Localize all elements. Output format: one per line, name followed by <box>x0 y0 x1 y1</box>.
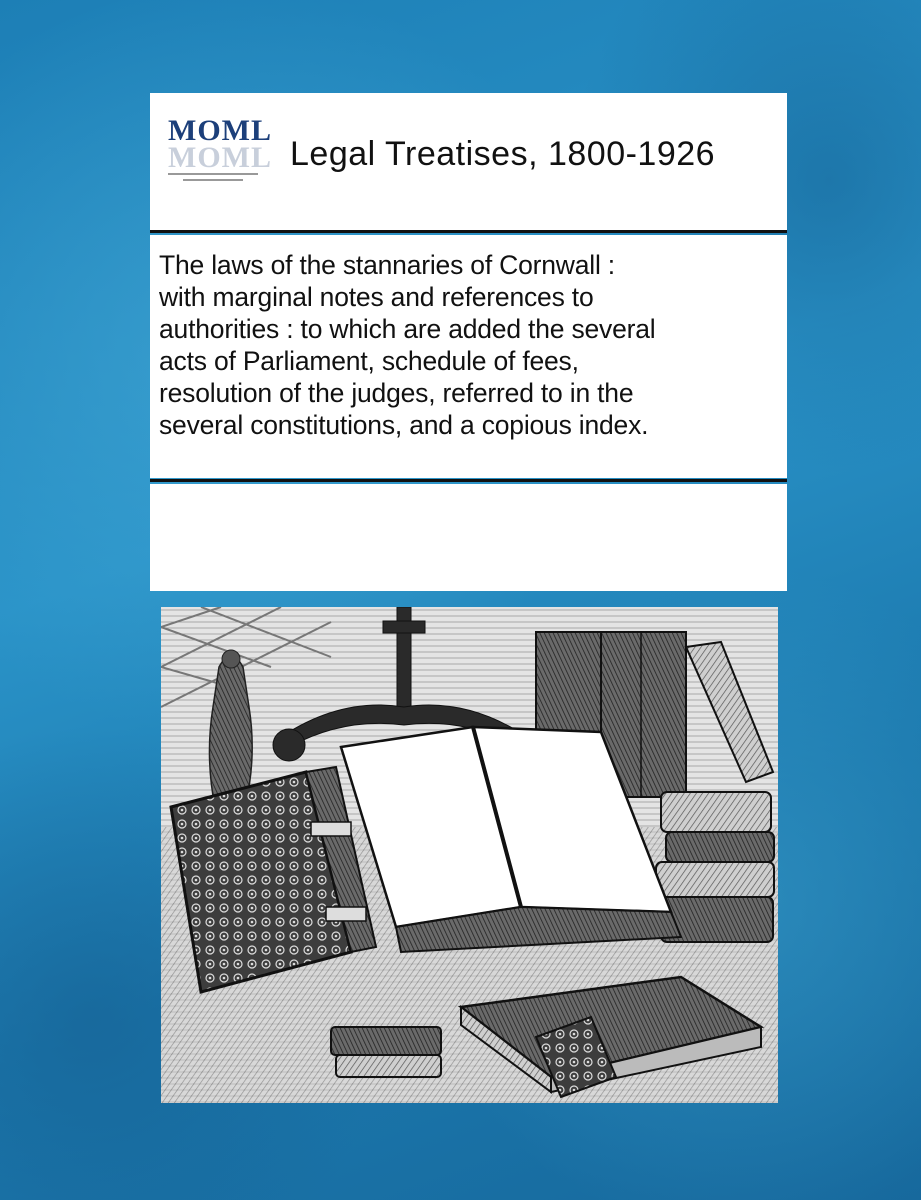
series-title: Legal Treatises, 1800-1926 <box>290 135 716 173</box>
divider-rule <box>150 479 787 482</box>
divider-rule <box>150 230 787 233</box>
moml-logo <box>168 115 278 195</box>
moml-logo-reflection: MOML <box>168 147 272 169</box>
logo-fine-print-line <box>168 173 258 175</box>
series-header-panel <box>150 93 787 230</box>
title-panel <box>150 235 787 478</box>
logo-fine-print-line <box>183 179 243 181</box>
moml-logo-mark: MOML <box>168 114 272 147</box>
blank-panel <box>150 484 787 591</box>
engraving-illustration <box>161 607 778 1103</box>
book-title: The laws of the stannaries of Cornwall : with marginal notes and references to authorities : to which are added the several acts of Parliament, schedule of fees, resolution of the judges, referred to in the several constitutions, and a copious index. <box>159 250 656 440</box>
